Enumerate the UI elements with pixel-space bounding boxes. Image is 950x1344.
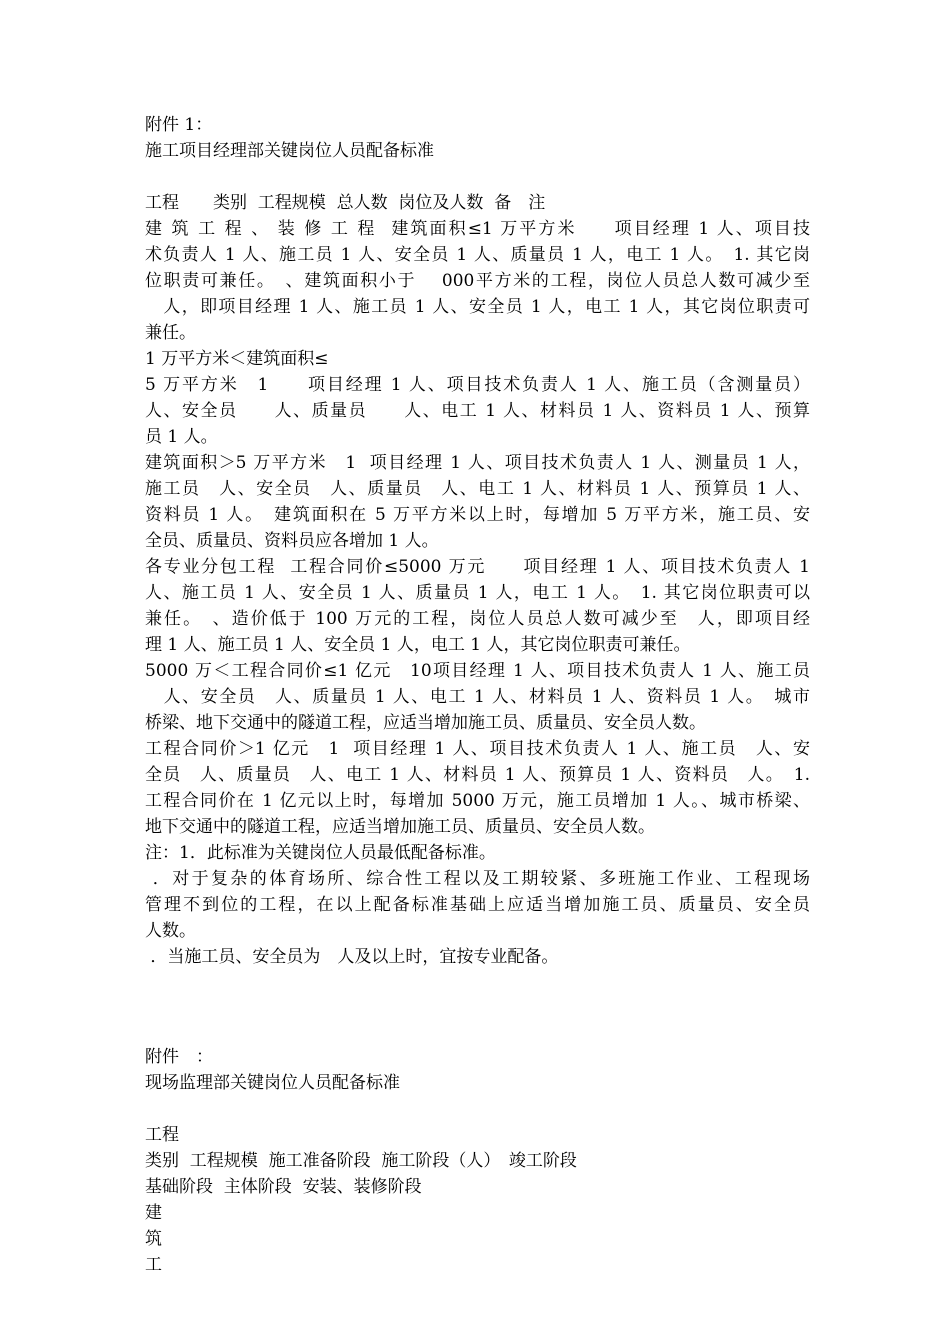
note-line: 管理不到位的工程，在以上配备标准基础上应适当增加施工员、质量员、安全员 xyxy=(145,895,810,915)
body-line: 建 筑 工 程 、 装 修 工 程 建筑面积≤1 万平方米 项目经理 1 人、项目技 xyxy=(145,219,810,239)
body-line: 地下交通中的隧道工程，应适当增加施工员、质量员、安全员人数。 xyxy=(145,817,655,837)
attachment-heading: 附件 ： xyxy=(145,1047,213,1067)
spacer xyxy=(145,164,810,190)
body-line: 工程 xyxy=(145,1125,179,1145)
body-line: 5000 万＜工程合同价≤1 亿元 10项目经理 1 人、项目技术负责人 1 人、施工员 xyxy=(145,661,810,681)
body-line: 施工员 人、安全员 人、质量员 人、电工 1 人、材料员 1 人、预算员 1 人、 xyxy=(145,479,810,499)
body-line: 资料员 1 人。 建筑面积在 5 万平方米以上时，每增加 5 万平方米，施工员、安 xyxy=(145,505,810,525)
table-header-line: 工程 类别 工程规模 总人数 岗位及人数 备 注 xyxy=(145,193,546,213)
note-line: ．当施工员、安全员为 人及以上时，宜按专业配备。 xyxy=(145,947,559,967)
body-line: 各专业分包工程 工程合同价≤5000 万元 项目经理 1 人、项目技术负责人 1 xyxy=(145,557,810,577)
note-line: 人数。 xyxy=(145,921,196,941)
section-title: 施工项目经理部关键岗位人员配备标准 xyxy=(145,141,434,161)
body-line: 兼任。 、造价低于 100 万元的工程，岗位人员总人数可减少至 人，即项目经 xyxy=(145,609,810,629)
body-line: 人、安全员 人、质量员 1 人、电工 1 人、材料员 1 人、资料员 1 人。 城市 xyxy=(145,687,810,707)
body-line: 5 万平方米 1 项目经理 1 人、项目技术负责人 1 人、施工员（含测量员） xyxy=(145,375,810,395)
body-line: 位职责可兼任。 、建筑面积小于 000平方米的工程，岗位人员总人数可减少至 xyxy=(145,271,810,291)
attachment-heading: 附件 1： xyxy=(145,115,213,135)
body-line: 员 1 人。 xyxy=(145,427,218,447)
body-line: 1 万平方米＜建筑面积≤ xyxy=(145,349,329,369)
note-line: ．对于复杂的体育场所、综合性工程以及工期较紧、多班施工作业、工程现场 xyxy=(145,869,810,889)
body-line: 全员、质量员、资料员应各增加 1 人。 xyxy=(145,531,439,551)
body-line: 术负责人 1 人、施工员 1 人、安全员 1 人、质量员 1 人，电工 1 人。 1. 其它岗 xyxy=(145,245,810,265)
spacer xyxy=(145,970,810,1044)
body-line: 筑 xyxy=(145,1229,162,1249)
attachment-1-section xyxy=(145,112,810,970)
body-line: 人、安全员 人、质量员 人、电工 1 人、材料员 1 人、资料员 1 人、预算 xyxy=(145,401,810,421)
body-line: 桥梁、地下交通中的隧道工程，应适当增加施工员、质量员、安全员人数。 xyxy=(145,713,706,733)
body-line: 工 xyxy=(145,1255,162,1275)
spacer xyxy=(145,1096,810,1122)
body-line: 类别 工程规模 施工准备阶段 施工阶段（人） 竣工阶段 xyxy=(145,1151,577,1171)
body-line: 建筑面积＞5 万平方米 1 项目经理 1 人、项目技术负责人 1 人、测量员 1 人， xyxy=(145,453,810,473)
body-line: 建 xyxy=(145,1203,162,1223)
body-line: 全员 人、质量员 人、电工 1 人、材料员 1 人、预算员 1 人、资料员 人。 1. xyxy=(145,765,810,785)
body-line: 兼任。 xyxy=(145,323,196,343)
attachment-2-section xyxy=(145,1044,810,1278)
section-title: 现场监理部关键岗位人员配备标准 xyxy=(145,1073,400,1093)
body-line: 人、施工员 1 人、安全员 1 人、质量员 1 人，电工 1 人。 1. 其它岗位职责可以 xyxy=(145,583,810,603)
body-line: 工程合同价在 1 亿元以上时，每增加 5000 万元，施工员增加 1 人。、城市桥梁、 xyxy=(145,791,810,811)
body-line: 工程合同价＞1 亿元 1 项目经理 1 人、项目技术负责人 1 人、施工员 人、安 xyxy=(145,739,810,759)
body-line: 基础阶段 主体阶段 安装、装修阶段 xyxy=(145,1177,422,1197)
note-line: 注：1．此标准为关键岗位人员最低配备标准。 xyxy=(145,843,496,863)
body-line: 人，即项目经理 1 人、施工员 1 人、安全员 1 人，电工 1 人，其它岗位职责可 xyxy=(145,297,810,317)
body-line: 理 1 人、施工员 1 人、安全员 1 人，电工 1 人，其它岗位职责可兼任。 xyxy=(145,635,691,655)
document-page xyxy=(145,112,810,1278)
